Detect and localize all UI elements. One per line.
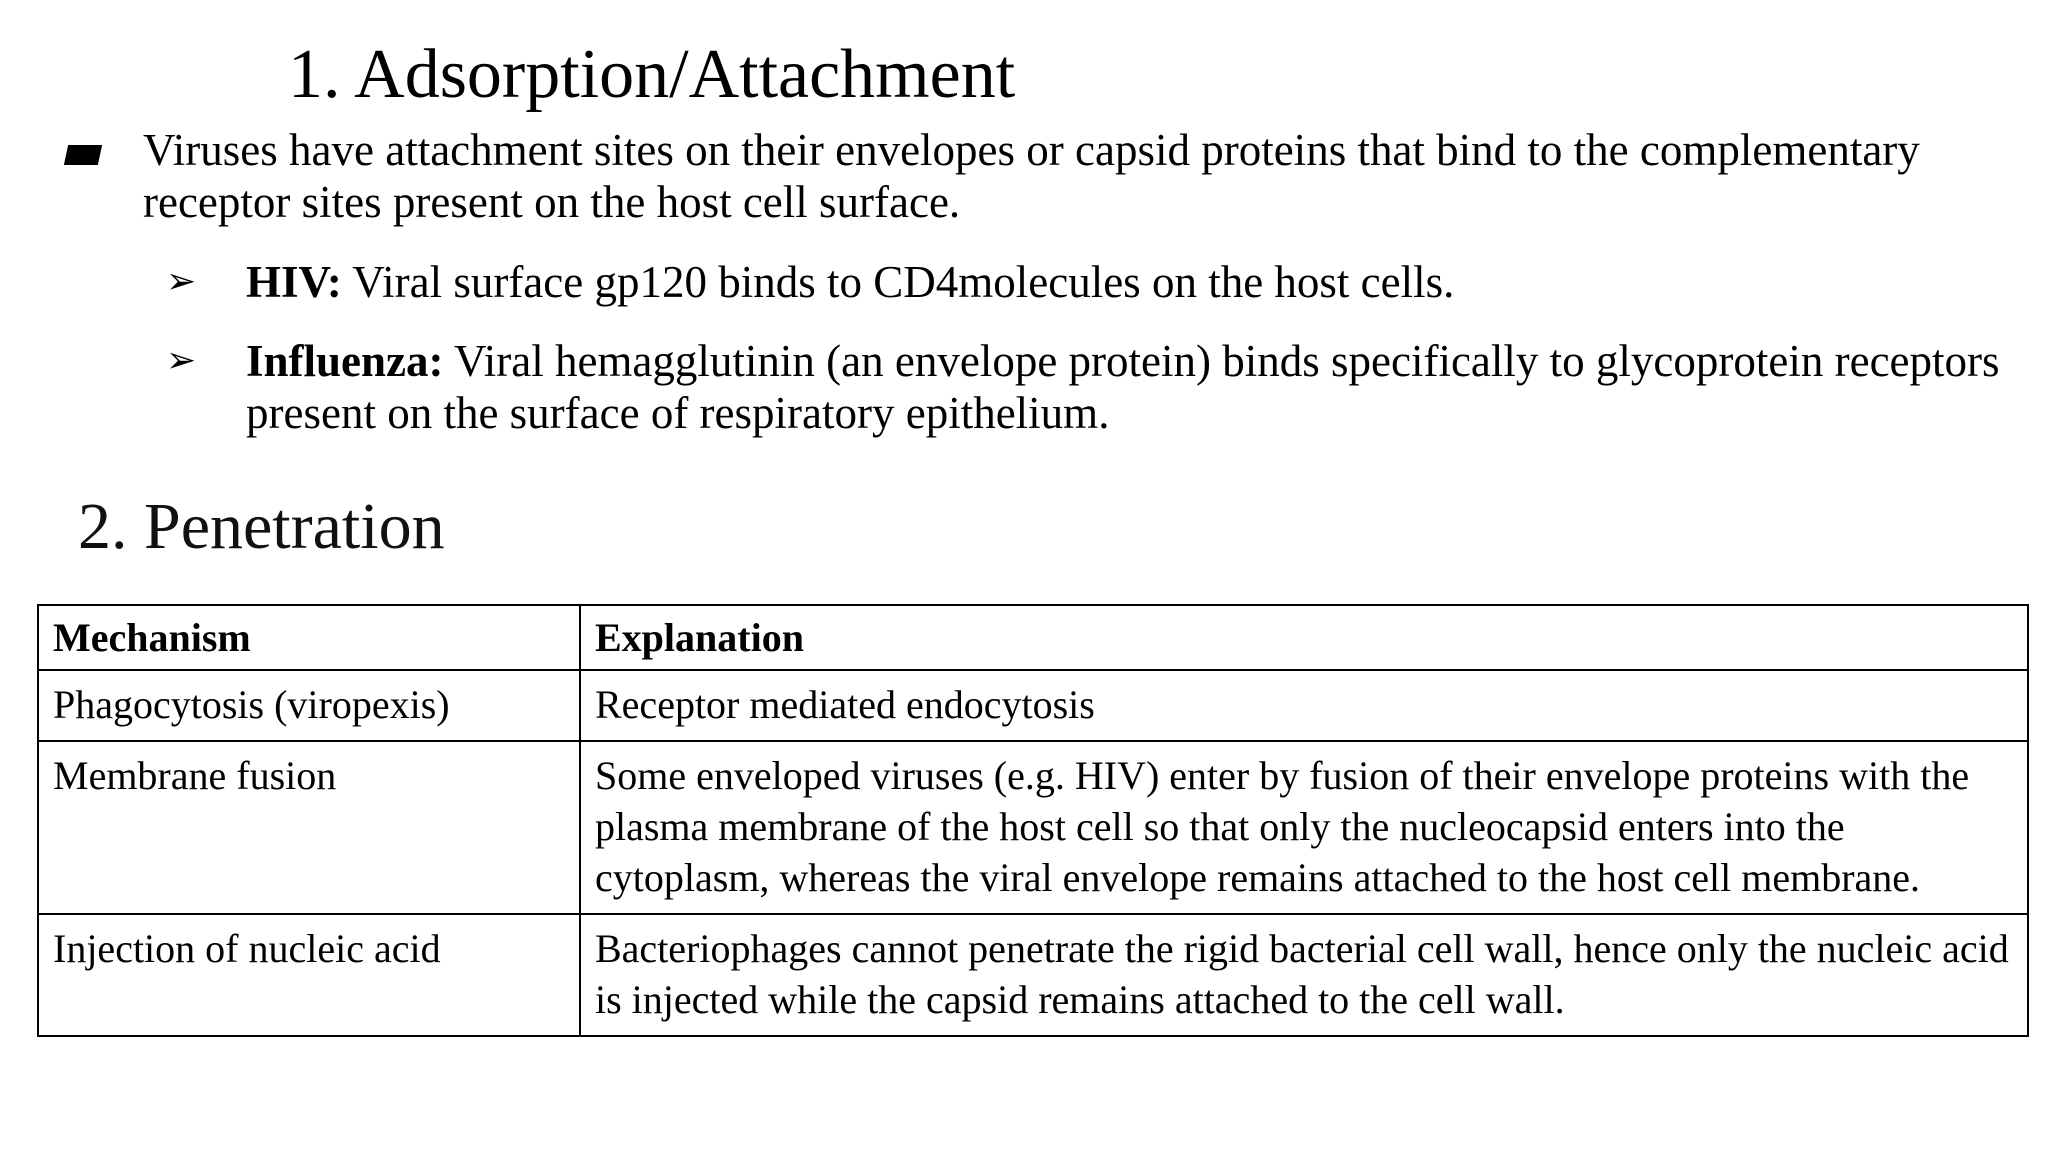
attachment-bullet-text: Viruses have attachment sites on their envelopes or capsid proteins that bind to the complementary receptor sites present on the host cell surface. xyxy=(143,125,1920,227)
table-row xyxy=(38,741,2028,914)
header-mechanism: Mechanism xyxy=(38,605,580,670)
table-header-row xyxy=(38,605,2028,670)
arrow-bullet-icon: ➢ xyxy=(166,340,197,381)
header-explanation: Explanation xyxy=(580,605,2028,670)
explanation-cell: Bacteriophages cannot penetrate the rigid bacterial cell wall, hence only the nucleic acid is injected while the capsid remains attached to the cell wall. xyxy=(580,914,2028,1036)
explanation-cell: Some enveloped viruses (e.g. HIV) enter by fusion of their envelope proteins with the plasma membrane of the host cell so that only the nucleocapsid enters into the cytoplasm, whereas the viral envelope remains attached to the host cell membrane. xyxy=(580,741,2028,914)
section-2-heading: 2. Penetration xyxy=(78,490,445,563)
sub-bullet-text xyxy=(246,256,2006,308)
sub-bullet-body: Viral surface gp120 binds to CD4molecules on the host cells. xyxy=(341,257,1455,307)
sub-bullet-body: Viral hemagglutinin (an envelope protein) binds specifically to glycoprotein receptors present on the surface of respiratory epithelium. xyxy=(246,336,2000,438)
mechanism-cell: Injection of nucleic acid xyxy=(38,914,580,1036)
sub-bullet-label: HIV: xyxy=(246,257,342,307)
section-1-heading: 1. Adsorption/Attachment xyxy=(288,36,1016,113)
square-bullet-icon xyxy=(64,145,102,165)
sub-bullet-text xyxy=(246,335,2006,439)
table-row xyxy=(38,670,2028,741)
table-row xyxy=(38,914,2028,1036)
mechanism-cell: Membrane fusion xyxy=(38,741,580,914)
arrow-bullet-icon: ➢ xyxy=(166,261,197,302)
sub-bullet-label: Influenza: xyxy=(246,336,444,386)
explanation-cell: Receptor mediated endocytosis xyxy=(580,670,2028,741)
mechanism-cell: Phagocytosis (viropexis) xyxy=(38,670,580,741)
penetration-table xyxy=(37,604,2029,1037)
